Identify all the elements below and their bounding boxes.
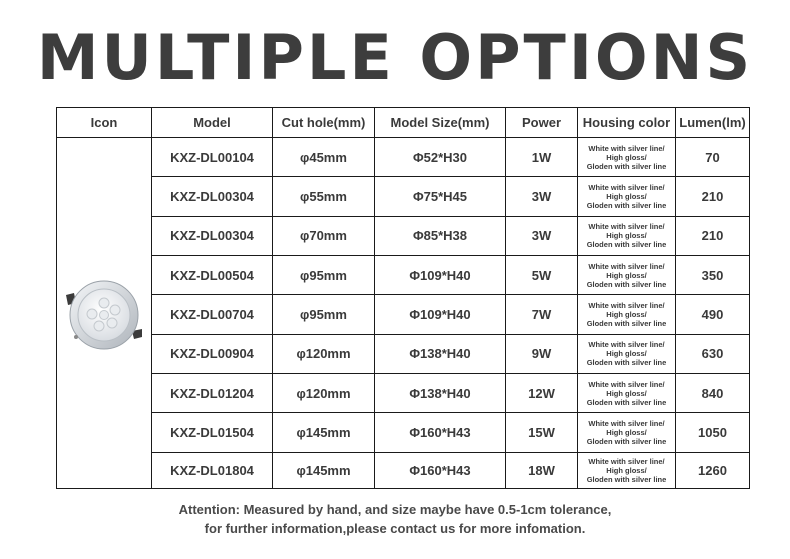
attention-line-1: Attention: Measured by hand, and size maybe have 0.5-1cm tolerance, — [178, 502, 612, 517]
led-downlight-icon — [62, 273, 146, 353]
header-lumen: Lumen(lm) — [676, 108, 750, 138]
cell-cut-hole: φ120mm — [273, 334, 375, 373]
cell-cut-hole: φ145mm — [273, 452, 375, 488]
cell-model-size: Φ138*H40 — [375, 334, 506, 373]
cell-lumen: 1260 — [676, 452, 750, 488]
cell-power: 7W — [506, 295, 578, 334]
cell-housing-color: White with silver line/ High gloss/ Gloden with silver line — [578, 413, 676, 452]
header-housing-color: Housing color — [578, 108, 676, 138]
header-model-size: Model Size(mm) — [375, 108, 506, 138]
cell-model-size: Φ75*H45 — [375, 177, 506, 216]
cell-cut-hole: φ55mm — [273, 177, 375, 216]
table-row — [57, 452, 750, 488]
table-row — [57, 295, 750, 334]
cell-model: KXZ-DL00304 — [152, 216, 273, 255]
cell-model: KXZ-DL00504 — [152, 255, 273, 294]
cell-model: KXZ-DL00904 — [152, 334, 273, 373]
table-row — [57, 334, 750, 373]
cell-cut-hole: φ70mm — [273, 216, 375, 255]
attention-note — [0, 500, 790, 538]
page-title: MULTIPLE OPTIONS — [36, 21, 754, 94]
cell-lumen: 490 — [676, 295, 750, 334]
cell-lumen: 630 — [676, 334, 750, 373]
cell-model-size: Φ138*H40 — [375, 373, 506, 412]
cell-model-size: Φ160*H43 — [375, 413, 506, 452]
spec-table — [56, 107, 750, 489]
header-icon: Icon — [57, 108, 152, 138]
cell-power: 12W — [506, 373, 578, 412]
cell-housing-color: White with silver line/ High gloss/ Gloden with silver line — [578, 255, 676, 294]
cell-power: 3W — [506, 177, 578, 216]
table-row — [57, 177, 750, 216]
table-row — [57, 373, 750, 412]
header-model: Model — [152, 108, 273, 138]
cell-power: 15W — [506, 413, 578, 452]
cell-housing-color: White with silver line/ High gloss/ Gloden with silver line — [578, 177, 676, 216]
cell-model: KXZ-DL00704 — [152, 295, 273, 334]
cell-housing-color: White with silver line/ High gloss/ Gloden with silver line — [578, 452, 676, 488]
header-power: Power — [506, 108, 578, 138]
cell-cut-hole: φ95mm — [273, 255, 375, 294]
cell-cut-hole: φ120mm — [273, 373, 375, 412]
table-row — [57, 413, 750, 452]
cell-model-size: Φ109*H40 — [375, 295, 506, 334]
cell-housing-color: White with silver line/ High gloss/ Gloden with silver line — [578, 216, 676, 255]
cell-lumen: 1050 — [676, 413, 750, 452]
cell-lumen: 350 — [676, 255, 750, 294]
cell-housing-color: White with silver line/ High gloss/ Gloden with silver line — [578, 373, 676, 412]
table-header-row — [57, 108, 750, 138]
cell-model-size: Φ109*H40 — [375, 255, 506, 294]
table-row — [57, 216, 750, 255]
cell-lumen: 210 — [676, 177, 750, 216]
cell-model: KXZ-DL01504 — [152, 413, 273, 452]
cell-model-size: Φ52*H30 — [375, 138, 506, 177]
cell-model: KXZ-DL00304 — [152, 177, 273, 216]
cell-power: 18W — [506, 452, 578, 488]
cell-power: 1W — [506, 138, 578, 177]
cell-cut-hole: φ95mm — [273, 295, 375, 334]
cell-housing-color: White with silver line/ High gloss/ Gloden with silver line — [578, 138, 676, 177]
cell-housing-color: White with silver line/ High gloss/ Gloden with silver line — [578, 295, 676, 334]
cell-lumen: 210 — [676, 216, 750, 255]
cell-model-size: Φ85*H38 — [375, 216, 506, 255]
cell-model: KXZ-DL01804 — [152, 452, 273, 488]
header-cut-hole: Cut hole(mm) — [273, 108, 375, 138]
cell-lumen: 70 — [676, 138, 750, 177]
table-row — [57, 138, 750, 177]
cell-power: 3W — [506, 216, 578, 255]
table-row — [57, 255, 750, 294]
attention-line-2: for further information,please contact us for more infomation. — [204, 521, 586, 536]
cell-housing-color: White with silver line/ High gloss/ Gloden with silver line — [578, 334, 676, 373]
cell-lumen: 840 — [676, 373, 750, 412]
cell-model: KXZ-DL00104 — [152, 138, 273, 177]
cell-power: 9W — [506, 334, 578, 373]
cell-power: 5W — [506, 255, 578, 294]
cell-icon — [57, 138, 152, 489]
cell-model: KXZ-DL01204 — [152, 373, 273, 412]
cell-cut-hole: φ45mm — [273, 138, 375, 177]
cell-model-size: Φ160*H43 — [375, 452, 506, 488]
cell-cut-hole: φ145mm — [273, 413, 375, 452]
